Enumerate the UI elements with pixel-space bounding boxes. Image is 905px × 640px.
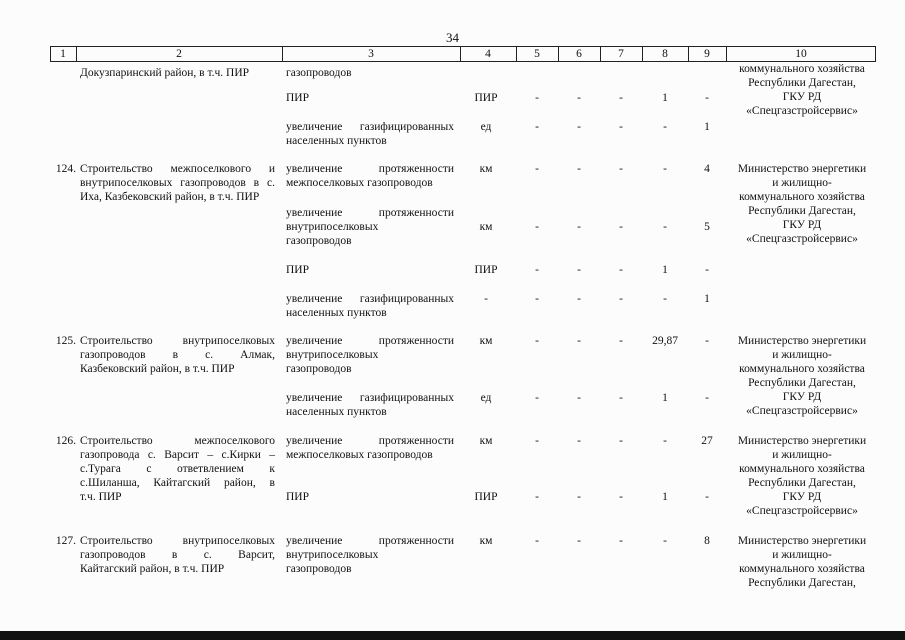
indicator-line: населенных пунктов bbox=[286, 307, 387, 319]
executor-line: Министерство энергетики bbox=[737, 435, 867, 447]
b-c8: 1 bbox=[662, 491, 668, 503]
executor-line: «Спецгазстройсервис» bbox=[746, 505, 858, 517]
header-col-8: 8 bbox=[662, 48, 668, 60]
b-c9: 5 bbox=[704, 221, 710, 233]
row-cont-unit-b: ПИР bbox=[474, 92, 498, 104]
name-line: Строительство внутрипоселковых bbox=[80, 335, 275, 347]
name-line: Казбековский район, в т.ч. ПИР bbox=[80, 363, 235, 375]
row-number: 127. bbox=[55, 535, 76, 547]
c-c9: - bbox=[705, 264, 709, 276]
a-c9: 8 bbox=[704, 535, 710, 547]
a-c7: - bbox=[619, 535, 623, 547]
b-c9: - bbox=[705, 392, 709, 404]
executor-line: коммунального хозяйства bbox=[739, 63, 865, 75]
row-cont-unit-c: ед bbox=[480, 121, 492, 133]
row-cont-executor bbox=[729, 62, 875, 118]
d-c7: - bbox=[619, 293, 623, 305]
b-c5: - bbox=[535, 221, 539, 233]
row-cont-b-c6: - bbox=[577, 92, 581, 104]
executor-line: «Спецгазстройсервис» bbox=[746, 405, 858, 417]
indicator-line: увеличение протяженности bbox=[286, 535, 454, 547]
indicator-line: внутрипоселковых bbox=[286, 549, 379, 561]
a-c6: - bbox=[577, 163, 581, 175]
a-c9: 4 bbox=[704, 163, 710, 175]
header-col-1: 1 bbox=[60, 48, 66, 60]
b-c5: - bbox=[535, 491, 539, 503]
indicator-line: внутрипоселковых bbox=[286, 349, 379, 361]
b-c6: - bbox=[577, 221, 581, 233]
indicator-line: населенных пунктов bbox=[286, 406, 387, 418]
a-c6: - bbox=[577, 335, 581, 347]
executor-line: коммунального хозяйства bbox=[739, 363, 865, 375]
indicator-b bbox=[286, 206, 454, 248]
executor-line: Министерство энергетики bbox=[737, 335, 867, 347]
a-c7: - bbox=[619, 435, 623, 447]
executor-line: Республики Дагестан, bbox=[748, 77, 856, 89]
header-col-10: 10 bbox=[795, 48, 807, 60]
row-number: 125. bbox=[55, 335, 76, 347]
unit-c: ПИР bbox=[474, 264, 498, 276]
executor-line: Республики Дагестан, bbox=[748, 577, 856, 589]
name-line: газопроводов в с. Варсит, bbox=[80, 549, 275, 561]
row-cont-c-c9: 1 bbox=[704, 121, 710, 133]
unit-a: км bbox=[479, 335, 493, 347]
indicator-line: газопроводов bbox=[286, 563, 352, 575]
row-cont-b-c9: - bbox=[705, 92, 709, 104]
row-name bbox=[80, 334, 275, 376]
row-executor bbox=[729, 534, 875, 590]
row-cont-c-c5: - bbox=[535, 121, 539, 133]
row-name bbox=[80, 162, 275, 204]
row-cont-c-c8: - bbox=[663, 121, 667, 133]
executor-line: ГКУ РД bbox=[782, 91, 822, 103]
indicator-line: увеличение протяженности bbox=[286, 335, 454, 347]
executor-line: и жилищно- bbox=[772, 349, 832, 361]
a-c5: - bbox=[535, 535, 539, 547]
row-cont-c-c7: - bbox=[619, 121, 623, 133]
executor-line: и жилищно- bbox=[772, 549, 832, 561]
executor-line: коммунального хозяйства bbox=[739, 563, 865, 575]
indicator-a bbox=[286, 534, 454, 576]
executor-line: и жилищно- bbox=[772, 177, 832, 189]
name-line: с.Турага с ответвлением к bbox=[80, 463, 275, 475]
row-cont-name: Докузпаринский район, в т.ч. ПИР bbox=[80, 67, 250, 79]
indicator-line: межпоселковых газопроводов bbox=[286, 177, 433, 189]
row-cont-b-c5: - bbox=[535, 92, 539, 104]
b-c9: - bbox=[705, 491, 709, 503]
header-col-6: 6 bbox=[576, 48, 582, 60]
name-line: Строительство межпоселкового и bbox=[80, 163, 275, 175]
row-executor bbox=[729, 334, 875, 418]
d-c9: 1 bbox=[704, 293, 710, 305]
name-line: с.Шиланша, Кайтагский район, в bbox=[80, 477, 275, 489]
header-col-3: 3 bbox=[368, 48, 374, 60]
indicator-line: увеличение протяженности bbox=[286, 163, 454, 175]
row-cont-b-c7: - bbox=[619, 92, 623, 104]
b-c8: - bbox=[663, 221, 667, 233]
executor-line: ГКУ РД bbox=[782, 391, 822, 403]
b-c7: - bbox=[619, 491, 623, 503]
row-cont-indicator-c-line1: увеличение газифицированных bbox=[286, 121, 454, 133]
a-c7: - bbox=[619, 335, 623, 347]
a-c5: - bbox=[535, 335, 539, 347]
executor-line: коммунального хозяйства bbox=[739, 463, 865, 475]
row-cont-c-c6: - bbox=[577, 121, 581, 133]
row-cont-indicator-b: ПИР bbox=[286, 92, 310, 104]
executor-line: Министерство энергетики bbox=[737, 535, 867, 547]
header-col-4: 4 bbox=[485, 48, 491, 60]
indicator-a bbox=[286, 162, 454, 190]
indicator-line: увеличение протяженности bbox=[286, 435, 454, 447]
indicator-line: межпоселковых газопроводов bbox=[286, 449, 433, 461]
c-c7: - bbox=[619, 264, 623, 276]
indicator-line: внутрипоселковых bbox=[286, 221, 379, 233]
row-cont-indicator-c-line2: населенных пунктов bbox=[286, 135, 387, 147]
header-col-5: 5 bbox=[534, 48, 540, 60]
indicator-line: увеличение протяженности bbox=[286, 207, 454, 219]
row-name bbox=[80, 534, 275, 576]
unit-a: км bbox=[479, 435, 493, 447]
executor-line: «Спецгазстройсервис» bbox=[746, 105, 858, 117]
executor-line: Республики Дагестан, bbox=[748, 205, 856, 217]
row-cont-indicator-a: газопроводов bbox=[286, 67, 352, 79]
indicator-line: увеличение газифицированных bbox=[286, 293, 454, 305]
row-number: 124. bbox=[55, 163, 76, 175]
a-c5: - bbox=[535, 435, 539, 447]
indicator-b bbox=[286, 391, 454, 419]
row-number: 126. bbox=[55, 435, 76, 447]
indicator-c: ПИР bbox=[286, 264, 310, 276]
a-c7: - bbox=[619, 163, 623, 175]
a-c8: - bbox=[663, 535, 667, 547]
a-c8: - bbox=[663, 435, 667, 447]
indicator-line: газопроводов bbox=[286, 235, 352, 247]
header-col-9: 9 bbox=[704, 48, 710, 60]
row-executor bbox=[729, 162, 875, 246]
unit-b: км bbox=[479, 221, 493, 233]
name-line: Иха, Казбековский район, в т.ч. ПИР bbox=[80, 191, 260, 203]
b-c8: 1 bbox=[662, 392, 668, 404]
executor-line: «Спецгазстройсервис» bbox=[746, 233, 858, 245]
row-cont-b-c8: 1 bbox=[662, 92, 668, 104]
unit-a: км bbox=[479, 535, 493, 547]
header-col-7: 7 bbox=[618, 48, 624, 60]
name-line: Кайтагский район, в т.ч. ПИР bbox=[80, 563, 225, 575]
a-c5: - bbox=[535, 163, 539, 175]
c-c5: - bbox=[535, 264, 539, 276]
executor-line: ГКУ РД bbox=[782, 219, 822, 231]
indicator-b: ПИР bbox=[286, 491, 310, 503]
name-line: газопроводов в с. Алмак, bbox=[80, 349, 275, 361]
b-c6: - bbox=[577, 491, 581, 503]
indicator-a bbox=[286, 434, 454, 462]
table-header-row bbox=[50, 46, 876, 62]
indicator-line: увеличение газифицированных bbox=[286, 392, 454, 404]
unit-a: км bbox=[479, 163, 493, 175]
b-c5: - bbox=[535, 392, 539, 404]
a-c6: - bbox=[577, 435, 581, 447]
b-c6: - bbox=[577, 392, 581, 404]
executor-line: Республики Дагестан, bbox=[748, 377, 856, 389]
page-number: 34 bbox=[446, 30, 459, 45]
indicator-line: газопроводов bbox=[286, 363, 352, 375]
executor-line: коммунального хозяйства bbox=[739, 191, 865, 203]
d-c6: - bbox=[577, 293, 581, 305]
c-c6: - bbox=[577, 264, 581, 276]
executor-line: Министерство энергетики bbox=[737, 163, 867, 175]
name-line: газопровода с. Варсит – с.Кирки – bbox=[80, 449, 275, 461]
b-c7: - bbox=[619, 392, 623, 404]
executor-line: ГКУ РД bbox=[782, 491, 822, 503]
row-executor bbox=[729, 434, 875, 518]
name-line: т.ч. ПИР bbox=[80, 491, 122, 503]
indicator-d bbox=[286, 292, 454, 320]
a-c8: - bbox=[663, 163, 667, 175]
name-line: Строительство межпоселкового bbox=[80, 435, 275, 447]
a-c6: - bbox=[577, 535, 581, 547]
scan-edge-bar bbox=[0, 631, 905, 640]
executor-line: и жилищно- bbox=[772, 449, 832, 461]
unit-b: ПИР bbox=[474, 491, 498, 503]
d-c5: - bbox=[535, 293, 539, 305]
d-c8: - bbox=[663, 293, 667, 305]
a-c9: 27 bbox=[701, 435, 713, 447]
name-line: Строительство внутрипоселковых bbox=[80, 535, 275, 547]
indicator-a bbox=[286, 334, 454, 376]
c-c8: 1 bbox=[662, 264, 668, 276]
header-col-2: 2 bbox=[176, 48, 182, 60]
b-c7: - bbox=[619, 221, 623, 233]
a-c8: 29,87 bbox=[652, 335, 678, 347]
executor-line: Республики Дагестан, bbox=[748, 477, 856, 489]
unit-b: ед bbox=[480, 392, 492, 404]
name-line: внутрипоселковых газопроводов в с. bbox=[80, 177, 275, 189]
a-c9: - bbox=[705, 335, 709, 347]
unit-d: - bbox=[484, 293, 488, 305]
row-name bbox=[80, 434, 275, 504]
